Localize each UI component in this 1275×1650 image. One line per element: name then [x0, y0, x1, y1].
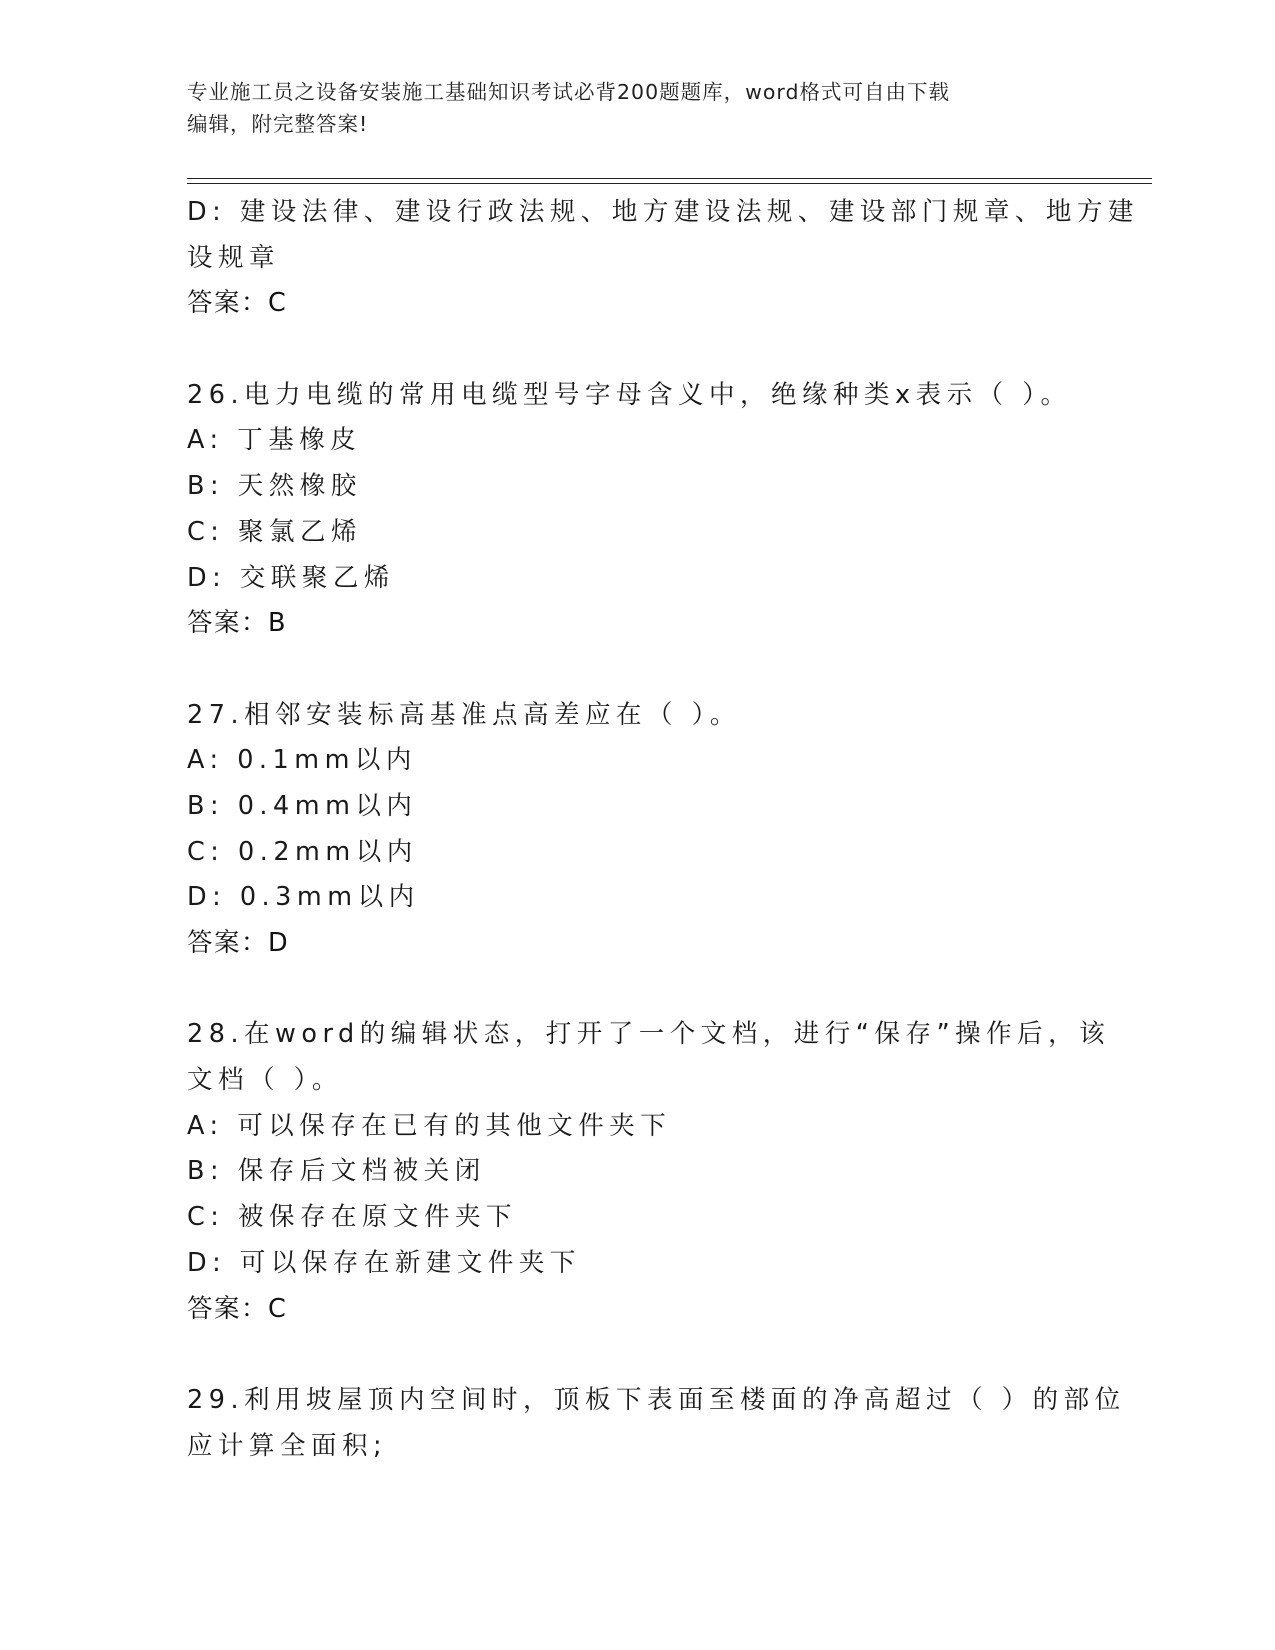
- question-stem: 29.利用坡屋顶内空间时，顶板下表面至楼面的净高超过（ ）的部位: [187, 1384, 1126, 1415]
- option-d: D: 建设法律、建设行政法规、地方建设法规、建设部门规章、地方建: [187, 197, 1139, 227]
- option-c: C: 0.2mm以内: [187, 836, 418, 867]
- header-line-2: 编辑，附完整答案!: [187, 112, 369, 136]
- option-d: D: 交联聚乙烯: [187, 562, 395, 593]
- spacer: [187, 647, 1087, 693]
- question-28: [187, 1012, 1111, 1332]
- option-c: C: 聚氯乙烯: [187, 516, 363, 547]
- answer-label: 答案：D: [187, 928, 290, 958]
- option-a: A: 丁基橡皮: [187, 425, 362, 456]
- question-stem: 27.相邻安装标高基准点高差应在（ ）。: [187, 699, 741, 730]
- document-header: [187, 76, 1087, 140]
- spacer: [187, 967, 1087, 1013]
- question-25-continuation: [187, 190, 1139, 327]
- option-a: A: 0.1mm以内: [187, 745, 417, 776]
- spacer: [187, 1332, 1087, 1378]
- option-a: A: 可以保存在已有的其他文件夹下: [187, 1110, 672, 1141]
- question-list: [187, 190, 1139, 1469]
- option-b: B: 天然橡胶: [187, 471, 362, 502]
- answer-label: 答案：B: [187, 608, 287, 639]
- option-d-continued: 设规章: [187, 242, 281, 273]
- option-d: D: 0.3mm以内: [187, 882, 420, 913]
- header-line-1: 专业施工员之设备安装施工基础知识考试必背200题题库，word格式可自由下载: [187, 80, 951, 104]
- answer-label: 答案：C: [187, 288, 288, 319]
- spacer: [187, 327, 1087, 373]
- question-29: [187, 1378, 1126, 1469]
- answer-label: 答案：C: [187, 1293, 288, 1324]
- option-d: D: 可以保存在新建文件夹下: [187, 1247, 581, 1278]
- option-c: C: 被保存在原文件夹下: [187, 1202, 518, 1233]
- option-b: B: 0.4mm以内: [187, 790, 418, 821]
- option-b: B: 保存后文档被关闭: [187, 1156, 486, 1187]
- question-27: [187, 693, 1087, 967]
- question-stem-continued: 文档（ ）。: [187, 1065, 343, 1096]
- question-stem: 26.电力电缆的常用电缆型号字母含义中，绝缘种类x表示（ ）。: [187, 379, 1072, 410]
- question-26: [187, 373, 1087, 647]
- question-stem: 28.在word的编辑状态，打开了一个文档，进行“保存”操作后，该: [187, 1019, 1111, 1050]
- header-divider-double: [187, 183, 1152, 184]
- header-divider: [187, 178, 1152, 179]
- question-stem-continued: 应计算全面积;: [187, 1430, 388, 1461]
